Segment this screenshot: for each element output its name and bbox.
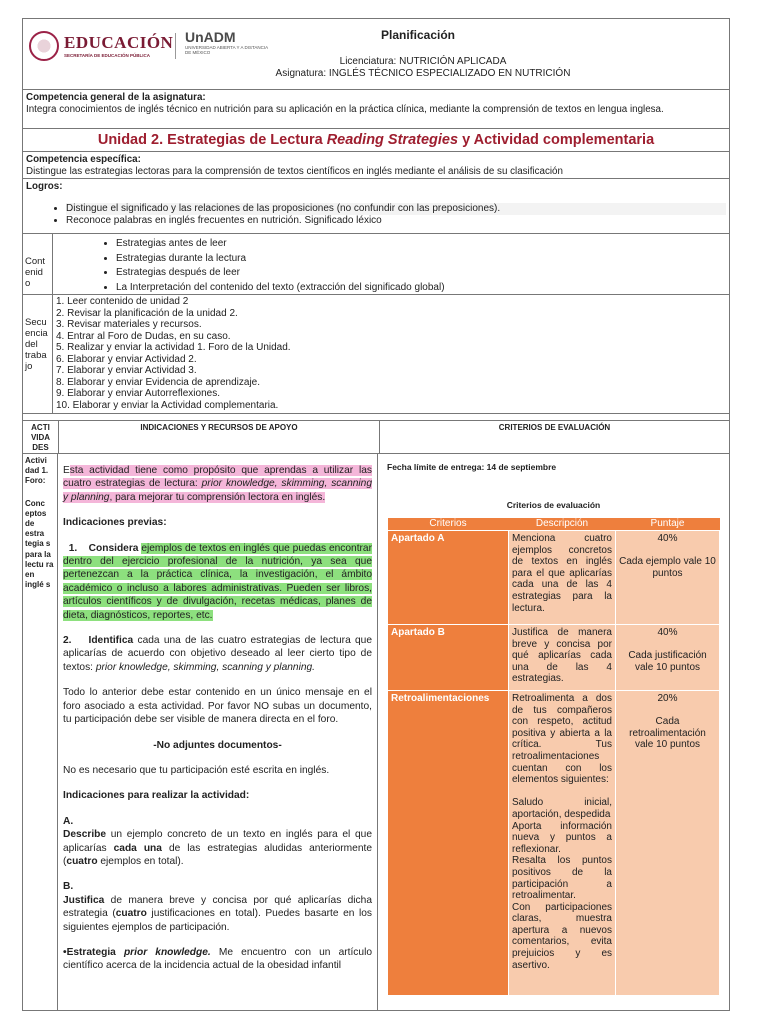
document-header bbox=[23, 19, 729, 90]
activity-label: Activi dad 1. Foro: Conc eptos de estra tegia s para la lectu ra en inglé s bbox=[23, 454, 58, 1010]
logo-divider bbox=[175, 33, 176, 59]
instruction-b: B. Justifica de manera breve y concisa por qué aplicarías dicha estrategia (cuatro justificaciones en total). Puedes basarte en los siguientes ejemplos de participación. bbox=[63, 881, 372, 933]
intro-paragraph: Esta actividad tiene como propósito que aprendas a utilizar las cuatro estrategias de lectura: prior knowledge, skimming, scanning y planning, para mejorar tu comprensión lectora en inglés. bbox=[63, 465, 372, 503]
list-item: 1. Leer contenido de unidad 2 bbox=[56, 296, 189, 307]
deadline: Fecha límite de entrega: 14 de septiembre bbox=[387, 462, 557, 472]
educacion-logo: EDUCACIÓN SECRETARÍA DE EDUCACIÓN PÚBLICA bbox=[29, 31, 169, 65]
contenido-list bbox=[56, 237, 726, 295]
competencia-general-label: Competencia general de la asignatura: bbox=[26, 92, 206, 103]
list-item: 9. Elaborar y enviar Autorreflexiones. bbox=[56, 388, 220, 399]
page-title: Planificación bbox=[380, 28, 456, 42]
criterios-evaluacion bbox=[378, 454, 729, 1010]
list-item: • Distingue el significado y las relaciones de las proposiciones (no confundir con las preposiciones). bbox=[66, 203, 726, 215]
logros: Logros: • Distingue el significado y las relaciones de las proposiciones (no confundir con las preposiciones). • Reconoce palabras en inglés frecuentes en nutrición. Significado léxico bbox=[23, 179, 729, 234]
contenido-label: Cont enid o bbox=[23, 234, 53, 294]
list-item: • Estrategias después de leer bbox=[116, 266, 726, 281]
contenido bbox=[23, 234, 729, 295]
list-item: 6. Elaborar y enviar Actividad 2. bbox=[56, 353, 197, 365]
asignatura: Asignatura: INGLÉS TÉCNICO ESPECIALIZADO EN NUTRICIÓN bbox=[275, 68, 571, 79]
list-item: 2. Revisar la planificación de la unidad 2. bbox=[56, 307, 238, 319]
table-row: Apartado B Justifica de manera breve y concisa por qué aplicarías cada una de las 4 estrategias. 40% Cada justificación vale 10 puntos bbox=[388, 625, 720, 691]
logros-list bbox=[26, 203, 726, 227]
list-item: 3. Revisar materiales y recursos. bbox=[56, 319, 202, 330]
actividades-header: ACTI VIDA DES INDICACIONES Y RECURSOS DE APOYO CRITERIOS DE EVALUACIÓN bbox=[23, 421, 729, 454]
instruction-a: A. Describe un ejemplo concreto de un texto en inglés para el que aplicarías cada una de las estrategias aludidas anteriormente (cuatro ejemplos en total). bbox=[63, 815, 372, 867]
criteria-table bbox=[387, 518, 720, 996]
table-row: Retroalimentaciones Retroalimenta a dos de tus compañeros con respeto, actitud positiva y abierta a la crítica. Tus retroalimentaciones cuentan con los elementos siguientes: Saludo inicial, aportación, despedida Aporta información nueva y puntos a reflexionar. Resalta los puntos positivos de la participación a retroalimentar. Con participaciones claras, muestra apertura a nuevos comentarios, evita prejuicios y es asertivo. 20% Cada retroalimentación vale 10 puntos bbox=[388, 691, 720, 996]
planning-document bbox=[22, 18, 730, 1011]
course-info bbox=[213, 56, 633, 80]
step-1: 1. Considera ejemplos de textos en inglés que puedas encontrar dentro del ejercicio profesional de la nutrición, ya sea que pertenezcan a la práctica clínica, la investigación, el ámbito académico o incluso a labores administrativas. Pueden ser libros, artículos científicos y de divulgación, recetas médicas, planes de dieta, diagnósticos, reportes, etc. bbox=[63, 542, 372, 621]
step-2: 2. Identifica cada una de las cuatro estrategias de lectura que aplicarías de acuerdo con objetivo deseado al leer cierto tipo de textos: prior knowledge, skimming, scanning y planning. bbox=[63, 635, 372, 673]
criteria-title: Criterios de evaluación bbox=[506, 500, 601, 510]
list-item: 10. Elaborar y enviar la Actividad complementaria. bbox=[56, 399, 279, 411]
list-item: • Estrategias antes de leer bbox=[116, 237, 726, 252]
list-item: 4. Entrar al Foro de Dudas, en su caso. bbox=[56, 330, 231, 342]
unadm-logo: UnADM UNIVERSIDAD ABIERTA Y A DISTANCIA DE MÉXICO bbox=[185, 29, 268, 55]
unit-title: Unidad 2. Estrategias de Lectura Reading Strategies y Actividad complementaria bbox=[23, 129, 729, 152]
list-item: 8. Elaborar y enviar Evidencia de aprendizaje. bbox=[56, 376, 261, 388]
list-item: 5. Realizar y enviar la actividad 1. Foro de la Unidad. bbox=[56, 342, 291, 353]
spacer-row bbox=[23, 414, 729, 421]
indicaciones: Esta actividad tiene como propósito que aprendas a utilizar las cuatro estrategias de lectura: prior knowledge, skimming, scanning y planning, para mejorar tu comprensión lectora en inglés. Indicaciones previas: 1. Considera ejemplos de textos en inglés que puedas encontrar dentro del ejercicio profesional de la nutrición, ya sea que pertenezcan a la práctica clínica, la investigación, el ámbito académico o incluso a labores administrativas. Pueden ser libros, artículos científicos y de divulgación, recetas médicas, planes de dieta, diagnósticos, reportes, etc. 2. Identifica cada una de las cuatro estrategias de lectura que aplicarías de acuerdo con objetivo deseado al leer cierto tipo de textos: prior knowledge, skimming, scanning y planning. Todo lo anterior debe estar contenido en un único mensaje en el foro asociado a esta actividad. Por favor NO subas un documento, tu participación debe ser visible de manera directa en el foro. -No adjuntes documentos- No es necesario que tu participación esté escrita en inglés. Indicaciones para realizar la actividad: A. Describe un ejemplo concreto de un texto en inglés para el que aplicarías cada una de las estrategias aludidas anteriormente (cuatro ejemplos en total). B. Justifica de manera breve y concisa por qué aplicarías dicha estrategia (cuatro justificaciones en total). Puedes basarte en los siguientes ejemplos de participación. •Estrategia prior knowledge. Me encuentro con un artículo científico acerca de la incidencia actual de la obesidad infantil bbox=[58, 454, 378, 1010]
licenciatura: Licenciatura: NUTRICIÓN APLICADA bbox=[339, 56, 507, 67]
actividades-body bbox=[23, 454, 729, 1010]
table-row: Apartado A Menciona cuatro ejemplos concretos de textos en inglés para el que aplicarías cada una de las 4 estrategias para la lectura. 40% Cada ejemplo vale 10 puntos bbox=[388, 531, 720, 625]
competencia-general bbox=[23, 90, 729, 129]
secuencia-label: Secu encia del traba jo bbox=[23, 295, 53, 413]
single-message-note: Todo lo anterior debe estar contenido en un único mensaje en el foro asociado a esta actividad. Por favor NO subas un documento, tu participación debe ser visible de manera directa en el foro. bbox=[63, 687, 372, 726]
competencia-general-text: Integra conocimientos de inglés técnico en nutrición para su aplicación en la práctica clínica, mediante la comprensión de textos en lengua inglesa. bbox=[26, 104, 664, 115]
list-item: 7. Elaborar y enviar Actividad 3. bbox=[56, 365, 197, 376]
table-header: Criterios Descripción Puntaje bbox=[388, 518, 720, 531]
competencia-especifica: Competencia específica: Distingue las estrategias lectoras para la comprensión de textos científicos en inglés mediante el análisis de su clasificación bbox=[23, 152, 729, 179]
seal-icon bbox=[29, 31, 59, 61]
example-prior-knowledge: •Estrategia prior knowledge. Me encuentro con un artículo científico acerca de la incidencia actual de la obesidad infantil bbox=[63, 946, 372, 972]
list-item: • Estrategias durante la lectura bbox=[116, 252, 726, 267]
list-item: • La Interpretación del contenido del texto (extracción del significado global) bbox=[116, 281, 726, 296]
secuencia bbox=[23, 295, 729, 414]
list-item: • Reconoce palabras en inglés frecuentes en nutrición. Significado léxico bbox=[66, 215, 726, 227]
